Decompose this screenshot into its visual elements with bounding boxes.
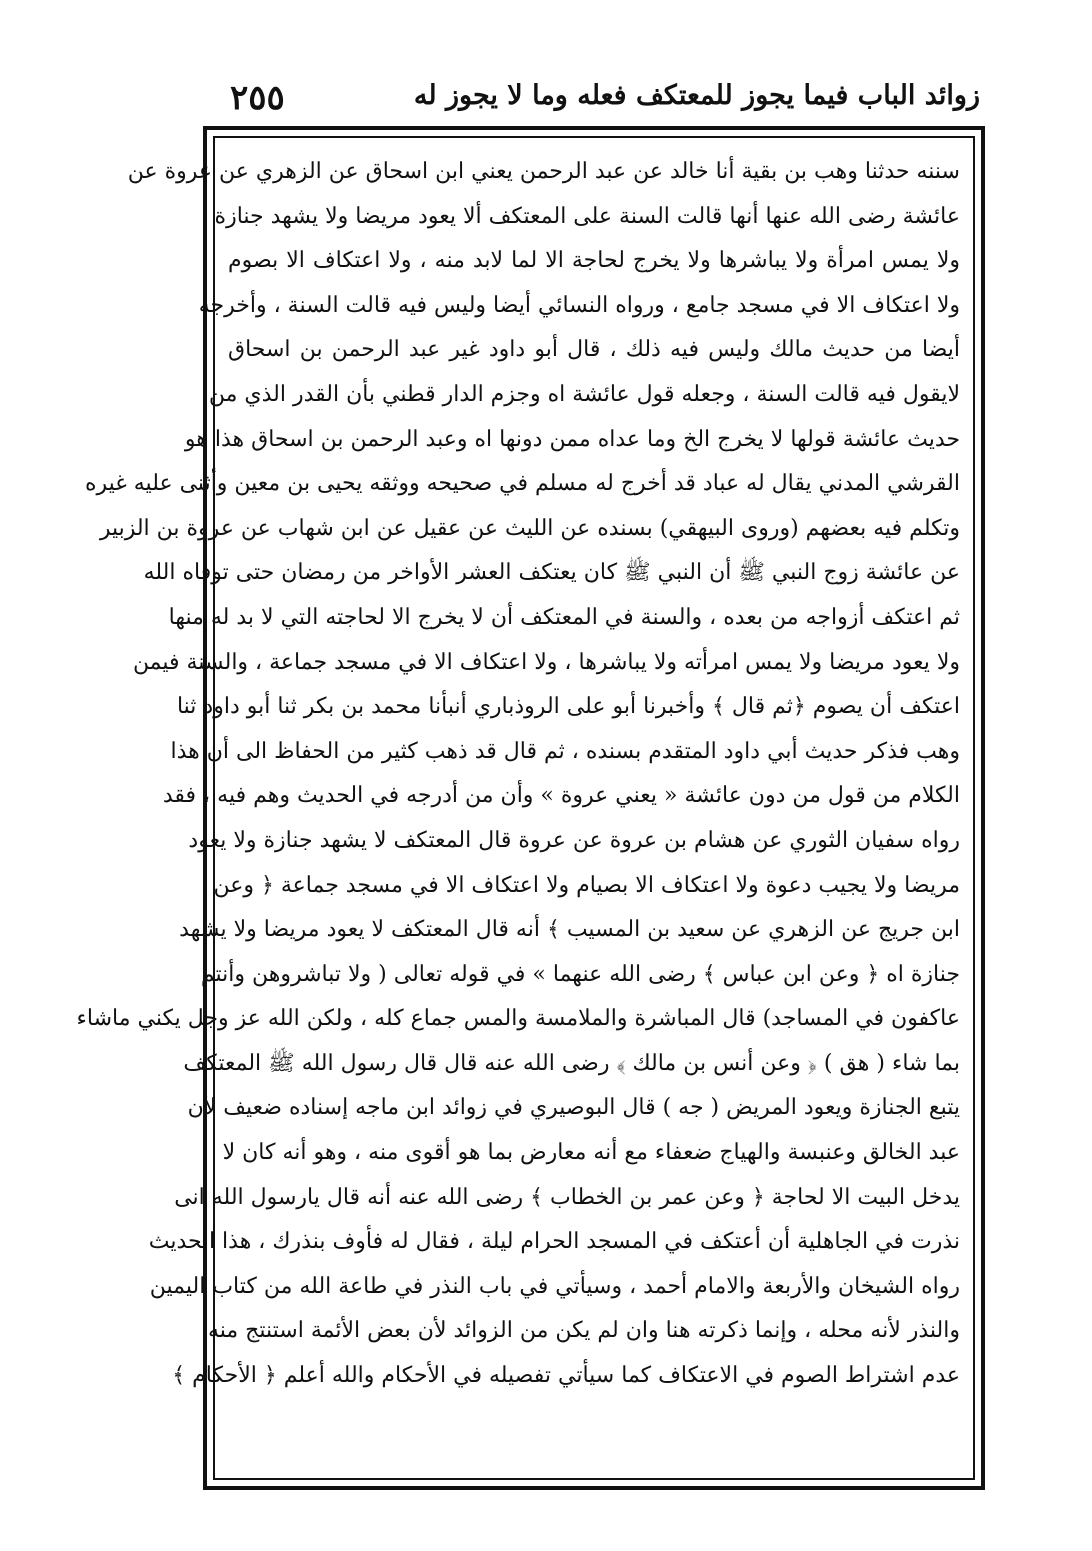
- text-line: يتبع الجنازة ويعود المريض ( جه ) قال البوصيري في زوائد ابن ماجه إسناده ضعيف لأن: [187, 1095, 960, 1121]
- text-line: جنازة اه ﴿ وعن ابن عباس ﴾ رضى الله عنهما » في قوله تعالى ( ولا تباشروهن وأنتم: [200, 961, 960, 987]
- text-line: ابن جريج عن الزهري عن سعيد بن المسيب ﴾ أنه قال المعتكف لا يعود مريضا ولا يشهد: [179, 917, 960, 943]
- text-line: وهب فذكر حديث أبي داود المتقدم بسنده ، ثم قال قد ذهب كثير من الحفاظ الى أن هذا: [170, 738, 960, 764]
- text-line: عاكفون في المساجد) قال المباشرة والملامسة والمس جماع كله ، ولكن الله عز وجل يكني ماشاء: [76, 1006, 960, 1032]
- body-text: [76, 150, 960, 1470]
- text-line: ولا اعتكاف الا في مسجد جامع ، ورواه النسائي أيضا وليس فيه قالت السنة ، وأخرجه: [198, 292, 960, 318]
- text-line: ولا يمس امرأة ولا يباشرها ولا يخرج لحاجة الا لما لابد منه ، ولا اعتكاف الا بصوم: [228, 248, 960, 274]
- text-line: يدخل البيت الا لحاجة ﴿ وعن عمر بن الخطاب ﴾ رضى الله عنه أنه قال يارسول الله انى: [174, 1184, 960, 1210]
- text-line: أيضا من حديث مالك وليس فيه ذلك ، قال أبو داود غير عبد الرحمن بن اسحاق: [228, 337, 960, 363]
- page-header: [200, 72, 980, 122]
- text-line: وتكلم فيه بعضهم (وروى البيهقي) بسنده عن الليث عن عقيل عن ابن شهاب عن عروة بن الزبير: [99, 515, 960, 541]
- text-line: لايقول فيه قالت السنة ، وجعله قول عائشة اه وجزم الدار قطني بأن القدر الذي من: [208, 381, 960, 407]
- text-line: رواه سفيان الثوري عن هشام بن عروة عن عروة قال المعتكف لا يشهد جنازة ولا يعود: [188, 827, 960, 853]
- text-line: حديث عائشة قولها لا يخرج الخ وما عداه ممن دونها اه وعبد الرحمن بن اسحاق هذا هو: [184, 426, 960, 452]
- text-line: بما شاء ( هق ) ﴿ وعن أنس بن مالك ﴾ رضى الله عنه قال قال رسول الله ﷺ المعتكف: [183, 1050, 960, 1076]
- text-line: عائشة رضى الله عنها أنها قالت السنة على المعتكف ألا يعود مريضا ولا يشهد جنازة: [214, 203, 960, 229]
- text-line: اعتكف أن يصوم ﴿ثم قال ﴾ وأخبرنا أبو على الروذباري أنبأنا محمد بن بكر ثنا أبو داود ثنا: [176, 694, 960, 720]
- running-title: زوائد الباب فيما يجوز للمعتكف فعله وما لا يجوز له: [413, 80, 980, 111]
- text-line: نذرت في الجاهلية أن أعتكف في المسجد الحرام ليلة ، فقال له فأوف بنذرك ، هذا الحديث: [148, 1229, 960, 1255]
- text-line: الكلام من قول من دون عائشة « يعني عروة » وأن من أدرجه في الحديث وهم فيه ، فقد: [162, 783, 960, 809]
- text-line: رواه الشيخان والأربعة والامام أحمد ، وسيأتي في باب النذر في طاعة الله من كتاب اليمين: [149, 1273, 960, 1299]
- text-line: ثم اعتكف أزواجه من بعده ، والسنة في المعتكف أن لا يخرج الا لحاجته التي لا بد له منها: [168, 604, 960, 630]
- page-number: ٢٥٥: [230, 78, 285, 118]
- text-line: سننه حدثنا وهب بن بقية أنا خالد عن عبد الرحمن يعني ابن اسحاق عن الزهري عن عروة عن: [127, 159, 960, 184]
- text-line: عن عائشة زوج النبي ﷺ أن النبي ﷺ كان يعتكف العشر الأواخر من رمضان حتى توفاه الله: [143, 560, 960, 586]
- text-line: عدم اشتراط الصوم في الاعتكاف كما سيأتي تفصيله في الأحكام والله أعلم ﴿ الأحكام ﴾: [172, 1363, 960, 1389]
- text-line: والنذر لأنه محله ، وإنما ذكرته هنا وان لم يكن من الزوائد لأن بعض الأئمة استنتج منه: [207, 1318, 960, 1344]
- text-line: عبد الخالق وعنبسة والهياج ضعفاء مع أنه معارض بما هو أقوى منه ، وهو أنه كان لا: [222, 1140, 960, 1166]
- text-line: ولا يعود مريضا ولا يمس امرأته ولا يباشرها ، ولا اعتكاف الا في مسجد جماعة ، والسنة فيمن: [132, 649, 960, 675]
- text-line: مريضا ولا يجيب دعوة ولا اعتكاف الا بصيام ولا اعتكاف الا في مسجد جماعة ﴿ وعن: [213, 872, 960, 898]
- text-line: القرشي المدني يقال له عباد قد أخرج له مسلم في صحيحه ووثقه يحيى بن معين وأثنى عليه غيره: [84, 471, 960, 497]
